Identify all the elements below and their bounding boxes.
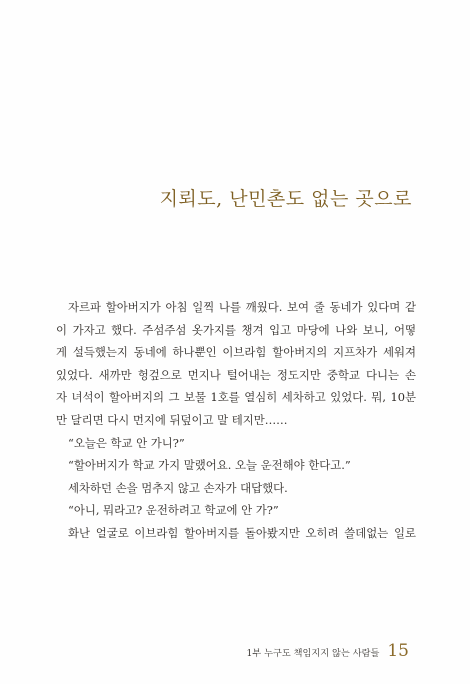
paragraph-line: 세차하던 손을 멈추지 않고 손자가 대답했다. xyxy=(68,480,288,495)
dialogue-line: “아니, 뭐라고? 운전하려고 학교에 안 가?” xyxy=(68,503,279,518)
page-footer xyxy=(246,641,409,661)
dialogue-line: “오늘은 학교 안 가니?” xyxy=(68,435,185,450)
paragraph-line: 자르파 할아버지가 아침 일찍 나를 깨웠다. 보여 줄 동네가 있다며 같 xyxy=(68,300,416,314)
paragraph-line: 있었다. 새까만 헝겊으로 먼지나 털어내는 정도지만 중학교 다니는 손 xyxy=(56,367,416,382)
paragraph-line: 만 달리면 다시 먼지에 뒤덮이고 말 테지만…… xyxy=(56,412,288,427)
running-head: 1부 누구도 책임지지 않는 사람들 xyxy=(246,648,380,659)
paragraph-line: 화난 얼굴로 이브라힘 할아버지를 돌아봤지만 오히려 쓸데없는 일로 xyxy=(68,525,416,540)
page-number: 15 xyxy=(387,641,409,661)
paragraph-line: 자 녀석이 할아버지의 그 보물 1호를 열심히 세차하고 있었다. 뭐, 10분 xyxy=(56,390,416,405)
chapter-title: 지뢰도, 난민촌도 없는 곳으로 xyxy=(159,188,412,210)
body-text xyxy=(56,296,416,545)
paragraph-line: 게 설득했는지 동네에 하나뿐인 이브라힘 할아버지의 지프차가 세워져 xyxy=(56,345,416,360)
dialogue-line: “할아버지가 학교 가지 말랬어요. 오늘 운전해야 한다고.” xyxy=(68,458,351,473)
paragraph-line: 이 가자고 했다. 주섬주섬 옷가지를 챙겨 입고 마당에 나와 보니, 어떻 xyxy=(56,322,416,337)
